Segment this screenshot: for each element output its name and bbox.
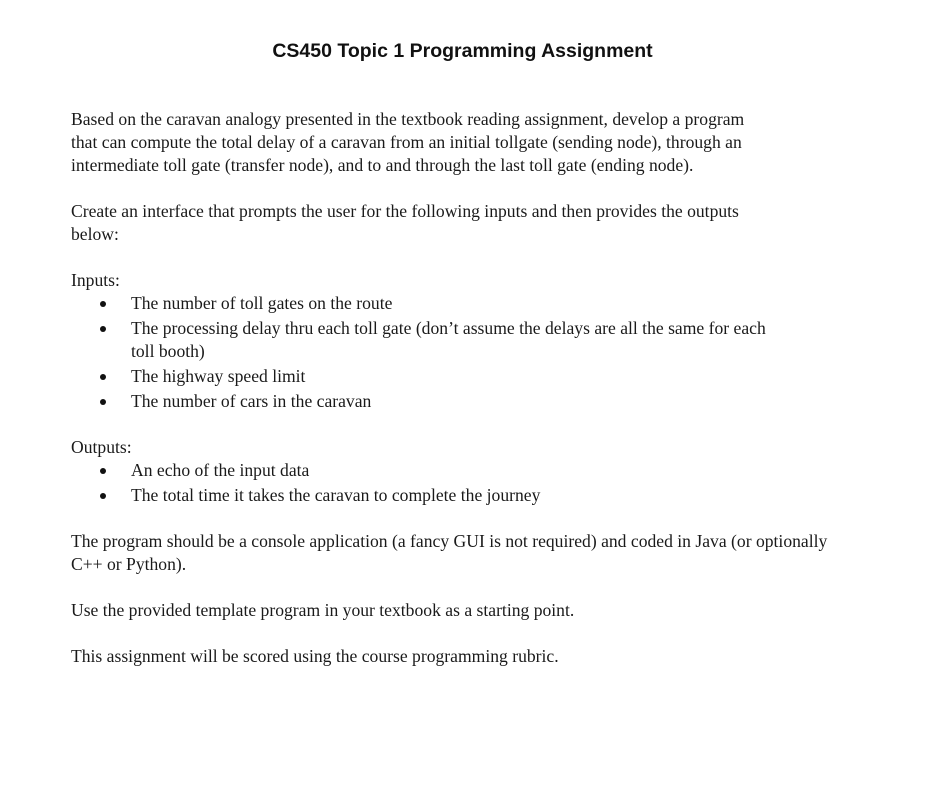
list-item-text: The number of toll gates on the route xyxy=(131,293,393,313)
bullet-icon xyxy=(100,399,106,405)
list-item xyxy=(71,365,791,388)
list-item-text: The number of cars in the caravan xyxy=(131,391,372,411)
list-item xyxy=(71,484,791,507)
list-item-text: An echo of the input data xyxy=(131,460,310,480)
list-item xyxy=(71,459,791,482)
list-item xyxy=(71,390,791,413)
bullet-icon xyxy=(100,468,106,474)
document-title: CS450 Topic 1 Programming Assignment xyxy=(272,40,653,62)
document-body xyxy=(71,108,831,668)
list-item xyxy=(71,317,791,363)
program-requirements-paragraph: The program should be a console application (a fancy GUI is not required) and coded in Java (or optionally C++ or Python). xyxy=(71,531,828,574)
inputs-label: Inputs: xyxy=(71,270,120,290)
list-item xyxy=(71,292,791,315)
bullet-icon xyxy=(100,326,106,332)
inputs-list xyxy=(71,292,831,413)
list-item-text: The processing delay thru each toll gate (don’t assume the delays are all the same for each toll booth) xyxy=(131,318,766,361)
interface-paragraph: Create an interface that prompts the user for the following inputs and then provides the outputs below: xyxy=(71,201,739,244)
outputs-label: Outputs: xyxy=(71,437,132,457)
bullet-icon xyxy=(100,301,106,307)
bullet-icon xyxy=(100,374,106,380)
list-item-text: The highway speed limit xyxy=(131,366,306,386)
intro-paragraph: Based on the caravan analogy presented in the textbook reading assignment, develop a program that can compute the total delay of a caravan from an initial tollgate (sending node), through an intermediate toll gate (transfer node), and to and through the last toll gate (ending node). xyxy=(71,109,745,175)
bullet-icon xyxy=(100,493,106,499)
template-note-paragraph: Use the provided template program in your textbook as a starting point. xyxy=(71,600,575,620)
scoring-note-paragraph: This assignment will be scored using the course programming rubric. xyxy=(71,646,559,666)
outputs-list xyxy=(71,459,831,507)
list-item-text: The total time it takes the caravan to complete the journey xyxy=(131,485,541,505)
